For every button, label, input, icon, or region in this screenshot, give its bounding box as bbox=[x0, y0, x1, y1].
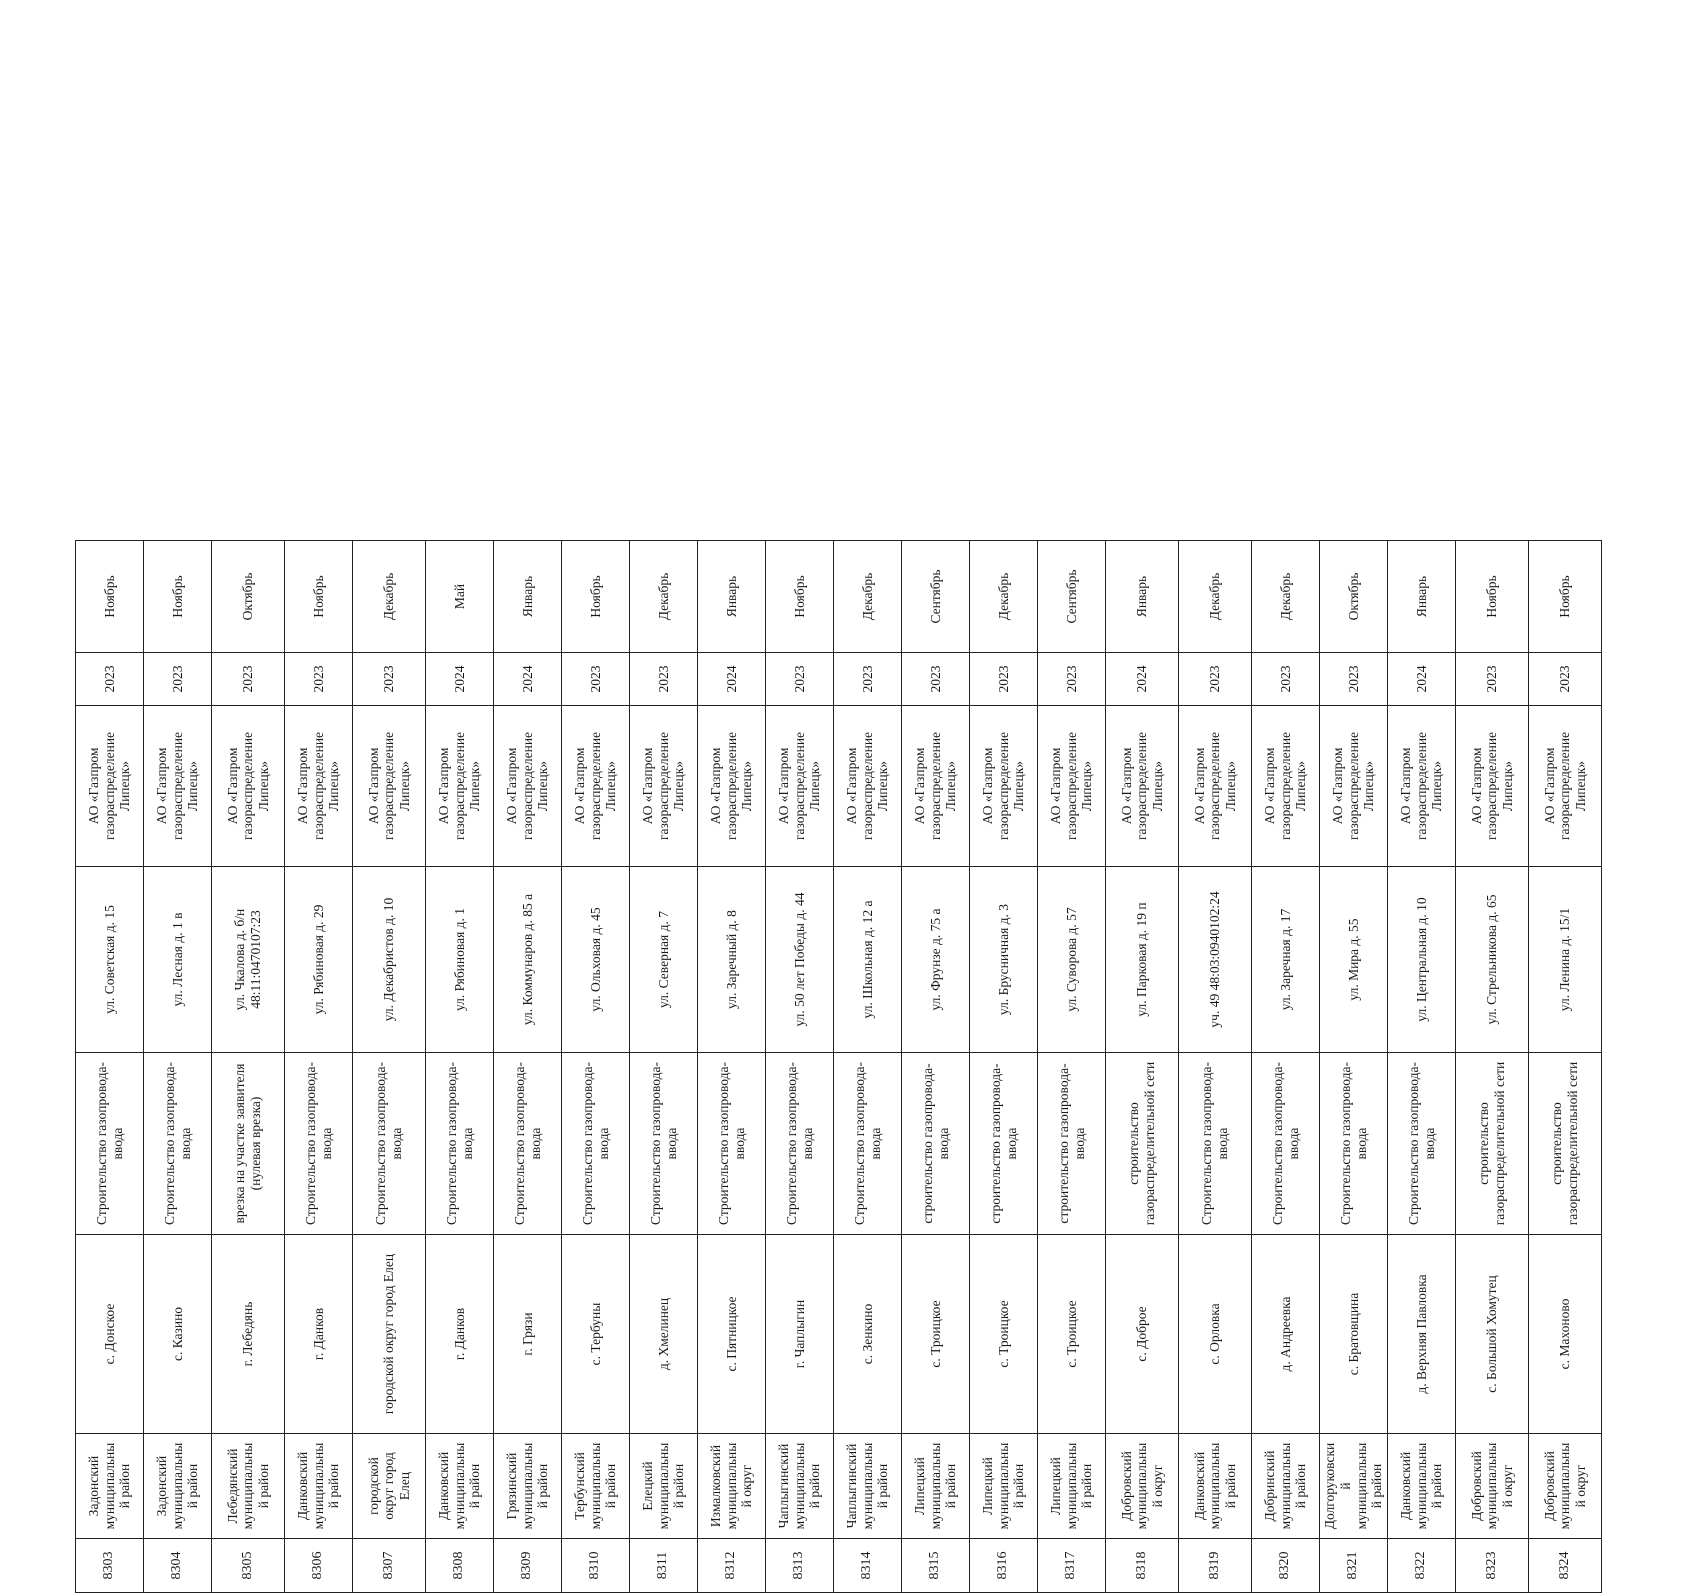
table-row bbox=[144, 541, 212, 1593]
address-cell: ул. Северная д. 7 bbox=[630, 867, 698, 1053]
year-cell: 2023 bbox=[144, 653, 212, 706]
work-type-cell: Строительство газопровода-ввода bbox=[76, 1053, 144, 1235]
municipal-district-cell: Тербунский муниципальный район bbox=[562, 1434, 630, 1539]
locality-cell: с. Тербуны bbox=[562, 1235, 630, 1434]
row-number-cell: 8324 bbox=[1529, 1539, 1602, 1593]
locality-cell: д. Хмелинец bbox=[630, 1235, 698, 1434]
row-number-cell: 8315 bbox=[902, 1539, 970, 1593]
year-cell: 2023 bbox=[562, 653, 630, 706]
gasification-table bbox=[75, 540, 1602, 1593]
municipal-district-cell: Чаплыгинский муниципальный район bbox=[766, 1434, 834, 1539]
locality-cell: г. Чаплыгин bbox=[766, 1235, 834, 1434]
row-number-cell: 8305 bbox=[212, 1539, 285, 1593]
work-type-cell: Строительство газопровода-ввода bbox=[144, 1053, 212, 1235]
row-number-cell: 8311 bbox=[630, 1539, 698, 1593]
row-number-cell: 8322 bbox=[1388, 1539, 1456, 1593]
locality-cell: г. Данков bbox=[426, 1235, 494, 1434]
month-cell: Декабрь bbox=[1252, 541, 1320, 653]
address-cell: ул. Декабристов д. 10 bbox=[353, 867, 426, 1053]
address-cell: ул. Рябиновая д. 1 bbox=[426, 867, 494, 1053]
municipal-district-cell: Добровский муниципальный округ bbox=[1456, 1434, 1529, 1539]
organization-cell: АО «Газпром газораспределение Липецк» bbox=[285, 706, 353, 867]
year-cell: 2023 bbox=[766, 653, 834, 706]
table-row bbox=[1179, 541, 1252, 1593]
address-cell: ул. Парковая д. 19 п bbox=[1106, 867, 1179, 1053]
month-cell: Октябрь bbox=[1320, 541, 1388, 653]
work-type-cell: Строительство газопровода-ввода bbox=[353, 1053, 426, 1235]
work-type-cell: строительство газопровода-ввода bbox=[902, 1053, 970, 1235]
work-type-cell: Строительство газопровода-ввода bbox=[766, 1053, 834, 1235]
locality-cell: с. Троицкое bbox=[970, 1235, 1038, 1434]
organization-cell: АО «Газпром газораспределение Липецк» bbox=[630, 706, 698, 867]
municipal-district-cell: Липецкий муниципальный район bbox=[970, 1434, 1038, 1539]
locality-cell: г. Грязи bbox=[494, 1235, 562, 1434]
address-cell: ул. 50 лет Победы д. 44 bbox=[766, 867, 834, 1053]
month-cell: Ноябрь bbox=[766, 541, 834, 653]
municipal-district-cell: Добровский муниципальный округ bbox=[1106, 1434, 1179, 1539]
work-type-cell: Строительство газопровода-ввода bbox=[1388, 1053, 1456, 1235]
municipal-district-cell: Елецкий муниципальный район bbox=[630, 1434, 698, 1539]
row-number-cell: 8307 bbox=[353, 1539, 426, 1593]
municipal-district-cell: Данковский муниципальный район bbox=[285, 1434, 353, 1539]
month-cell: Ноябрь bbox=[144, 541, 212, 653]
row-number-cell: 8312 bbox=[698, 1539, 766, 1593]
row-number-cell: 8320 bbox=[1252, 1539, 1320, 1593]
municipal-district-cell: Добровский муниципальный округ bbox=[1529, 1434, 1602, 1539]
month-cell: Декабрь bbox=[970, 541, 1038, 653]
year-cell: 2023 bbox=[630, 653, 698, 706]
month-cell: Октябрь bbox=[212, 541, 285, 653]
organization-cell: АО «Газпром газораспределение Липецк» bbox=[76, 706, 144, 867]
organization-cell: АО «Газпром газораспределение Липецк» bbox=[698, 706, 766, 867]
row-number-cell: 8321 bbox=[1320, 1539, 1388, 1593]
municipal-district-cell: Задонский муниципальный район bbox=[76, 1434, 144, 1539]
organization-cell: АО «Газпром газораспределение Липецк» bbox=[562, 706, 630, 867]
address-cell: ул. Заречный д. 8 bbox=[698, 867, 766, 1053]
year-cell: 2024 bbox=[1106, 653, 1179, 706]
year-cell: 2023 bbox=[1456, 653, 1529, 706]
locality-cell: с. Донское bbox=[76, 1235, 144, 1434]
municipal-district-cell: Задонский муниципальный район bbox=[144, 1434, 212, 1539]
address-cell: ул. Рябиновая д. 29 bbox=[285, 867, 353, 1053]
locality-cell: с. Братовщина bbox=[1320, 1235, 1388, 1434]
year-cell: 2023 bbox=[76, 653, 144, 706]
municipal-district-cell: Долгоруковский муниципальный район bbox=[1320, 1434, 1388, 1539]
locality-cell: г. Лебедянь bbox=[212, 1235, 285, 1434]
municipal-district-cell: городской округ город Елец bbox=[353, 1434, 426, 1539]
work-type-cell: Строительство газопровода-ввода bbox=[1252, 1053, 1320, 1235]
address-cell: ул. Центральная д. 10 bbox=[1388, 867, 1456, 1053]
month-cell: Ноябрь bbox=[76, 541, 144, 653]
table-row bbox=[902, 541, 970, 1593]
municipal-district-cell: Добринский муниципальный район bbox=[1252, 1434, 1320, 1539]
table-row bbox=[353, 541, 426, 1593]
year-cell: 2023 bbox=[970, 653, 1038, 706]
work-type-cell: строительство газораспределительной сети bbox=[1106, 1053, 1179, 1235]
locality-cell: с. Казино bbox=[144, 1235, 212, 1434]
month-cell: Декабрь bbox=[1179, 541, 1252, 653]
month-cell: Ноябрь bbox=[285, 541, 353, 653]
table-row bbox=[1388, 541, 1456, 1593]
table-row bbox=[426, 541, 494, 1593]
row-number-cell: 8316 bbox=[970, 1539, 1038, 1593]
locality-cell: с. Доброе bbox=[1106, 1235, 1179, 1434]
table-body bbox=[76, 541, 1602, 1593]
table-row bbox=[1106, 541, 1179, 1593]
table-row bbox=[1320, 541, 1388, 1593]
work-type-cell: Строительство газопровода-ввода bbox=[834, 1053, 902, 1235]
month-cell: Январь bbox=[1106, 541, 1179, 653]
year-cell: 2024 bbox=[1388, 653, 1456, 706]
row-number-cell: 8310 bbox=[562, 1539, 630, 1593]
address-cell: ул. Стрельникова д. 65 bbox=[1456, 867, 1529, 1053]
address-cell: ул. Ленина д. 15/1 bbox=[1529, 867, 1602, 1053]
work-type-cell: строительство газопровода-ввода bbox=[970, 1053, 1038, 1235]
year-cell: 2024 bbox=[426, 653, 494, 706]
address-cell: ул. Брусничная д. 3 bbox=[970, 867, 1038, 1053]
row-number-cell: 8323 bbox=[1456, 1539, 1529, 1593]
address-cell: ул. Школьная д. 12 а bbox=[834, 867, 902, 1053]
organization-cell: АО «Газпром газораспределение Липецк» bbox=[1456, 706, 1529, 867]
table-row bbox=[766, 541, 834, 1593]
month-cell: Ноябрь bbox=[562, 541, 630, 653]
year-cell: 2023 bbox=[1179, 653, 1252, 706]
table-row bbox=[834, 541, 902, 1593]
organization-cell: АО «Газпром газораспределение Липецк» bbox=[1529, 706, 1602, 867]
municipal-district-cell: Чаплыгинский муниципальный район bbox=[834, 1434, 902, 1539]
work-type-cell: Строительство газопровода-ввода bbox=[1320, 1053, 1388, 1235]
organization-cell: АО «Газпром газораспределение Липецк» bbox=[212, 706, 285, 867]
municipal-district-cell: Данковский муниципальный район bbox=[1388, 1434, 1456, 1539]
row-number-cell: 8314 bbox=[834, 1539, 902, 1593]
organization-cell: АО «Газпром газораспределение Липецк» bbox=[1320, 706, 1388, 867]
address-cell: ул. Советская д. 15 bbox=[76, 867, 144, 1053]
table-row bbox=[1529, 541, 1602, 1593]
work-type-cell: строительство газораспределительной сети bbox=[1529, 1053, 1602, 1235]
row-number-cell: 8303 bbox=[76, 1539, 144, 1593]
month-cell: Декабрь bbox=[834, 541, 902, 653]
locality-cell: с. Троицкое bbox=[1038, 1235, 1106, 1434]
municipal-district-cell: Грязинский муниципальный район bbox=[494, 1434, 562, 1539]
address-cell: ул. Коммунаров д. 85 а bbox=[494, 867, 562, 1053]
locality-cell: с. Пятницкое bbox=[698, 1235, 766, 1434]
locality-cell: г. Данков bbox=[285, 1235, 353, 1434]
year-cell: 2023 bbox=[353, 653, 426, 706]
work-type-cell: Строительство газопровода-ввода bbox=[285, 1053, 353, 1235]
month-cell: Декабрь bbox=[630, 541, 698, 653]
table-row bbox=[698, 541, 766, 1593]
table-row bbox=[1038, 541, 1106, 1593]
organization-cell: АО «Газпром газораспределение Липецк» bbox=[766, 706, 834, 867]
row-number-cell: 8313 bbox=[766, 1539, 834, 1593]
organization-cell: АО «Газпром газораспределение Липецк» bbox=[1252, 706, 1320, 867]
municipal-district-cell: Лебедянский муниципальный район bbox=[212, 1434, 285, 1539]
row-number-cell: 8318 bbox=[1106, 1539, 1179, 1593]
rotated-table-container bbox=[75, 541, 1598, 1593]
month-cell: Май bbox=[426, 541, 494, 653]
table-row bbox=[562, 541, 630, 1593]
organization-cell: АО «Газпром газораспределение Липецк» bbox=[426, 706, 494, 867]
work-type-cell: строительство газораспределительной сети bbox=[1456, 1053, 1529, 1235]
work-type-cell: Строительство газопровода-ввода bbox=[562, 1053, 630, 1235]
work-type-cell: Строительство газопровода-ввода bbox=[630, 1053, 698, 1235]
year-cell: 2023 bbox=[902, 653, 970, 706]
month-cell: Январь bbox=[1388, 541, 1456, 653]
locality-cell: с. Троицкое bbox=[902, 1235, 970, 1434]
locality-cell: с. Махоново bbox=[1529, 1235, 1602, 1434]
address-cell: уч. 49 48:03:0940102:24 bbox=[1179, 867, 1252, 1053]
address-cell: ул. Ольховая д. 45 bbox=[562, 867, 630, 1053]
address-cell: ул. Заречная д. 17 bbox=[1252, 867, 1320, 1053]
organization-cell: АО «Газпром газораспределение Липецк» bbox=[494, 706, 562, 867]
month-cell: Сентябрь bbox=[1038, 541, 1106, 653]
address-cell: ул. Чкалова д. б/н 48:11:0470107:23 bbox=[212, 867, 285, 1053]
address-cell: ул. Мира д. 55 bbox=[1320, 867, 1388, 1053]
address-cell: ул. Лесная д. 1 в bbox=[144, 867, 212, 1053]
year-cell: 2023 bbox=[834, 653, 902, 706]
row-number-cell: 8309 bbox=[494, 1539, 562, 1593]
organization-cell: АО «Газпром газораспределение Липецк» bbox=[1038, 706, 1106, 867]
organization-cell: АО «Газпром газораспределение Липецк» bbox=[1388, 706, 1456, 867]
row-number-cell: 8317 bbox=[1038, 1539, 1106, 1593]
table-row bbox=[1456, 541, 1529, 1593]
table-row bbox=[970, 541, 1038, 1593]
year-cell: 2023 bbox=[1038, 653, 1106, 706]
table-row bbox=[630, 541, 698, 1593]
month-cell: Ноябрь bbox=[1529, 541, 1602, 653]
organization-cell: АО «Газпром газораспределение Липецк» bbox=[353, 706, 426, 867]
row-number-cell: 8304 bbox=[144, 1539, 212, 1593]
locality-cell: с. Большой Хомутец bbox=[1456, 1235, 1529, 1434]
work-type-cell: строительство газопровода-ввода bbox=[1038, 1053, 1106, 1235]
locality-cell: с. Орловка bbox=[1179, 1235, 1252, 1434]
work-type-cell: врезка на участке заявителя (нулевая врезка) bbox=[212, 1053, 285, 1235]
year-cell: 2023 bbox=[1320, 653, 1388, 706]
year-cell: 2024 bbox=[494, 653, 562, 706]
table-row bbox=[212, 541, 285, 1593]
locality-cell: д. Андреевка bbox=[1252, 1235, 1320, 1434]
month-cell: Декабрь bbox=[353, 541, 426, 653]
table-row bbox=[1252, 541, 1320, 1593]
month-cell: Январь bbox=[494, 541, 562, 653]
table-row bbox=[76, 541, 144, 1593]
table-row bbox=[494, 541, 562, 1593]
locality-cell: городской округ город Елец bbox=[353, 1235, 426, 1434]
organization-cell: АО «Газпром газораспределение Липецк» bbox=[1179, 706, 1252, 867]
municipal-district-cell: Данковский муниципальный район bbox=[1179, 1434, 1252, 1539]
address-cell: ул. Фрунзе д. 75 а bbox=[902, 867, 970, 1053]
row-number-cell: 8306 bbox=[285, 1539, 353, 1593]
work-type-cell: Строительство газопровода-ввода bbox=[494, 1053, 562, 1235]
work-type-cell: Строительство газопровода-ввода bbox=[426, 1053, 494, 1235]
organization-cell: АО «Газпром газораспределение Липецк» bbox=[834, 706, 902, 867]
month-cell: Сентябрь bbox=[902, 541, 970, 653]
work-type-cell: Строительство газопровода-ввода bbox=[698, 1053, 766, 1235]
year-cell: 2024 bbox=[698, 653, 766, 706]
month-cell: Январь bbox=[698, 541, 766, 653]
address-cell: ул. Суворова д. 57 bbox=[1038, 867, 1106, 1053]
month-cell: Ноябрь bbox=[1456, 541, 1529, 653]
table-row bbox=[285, 541, 353, 1593]
locality-cell: д. Верхняя Павловка bbox=[1388, 1235, 1456, 1434]
municipal-district-cell: Липецкий муниципальный район bbox=[1038, 1434, 1106, 1539]
municipal-district-cell: Данковский муниципальный район bbox=[426, 1434, 494, 1539]
row-number-cell: 8319 bbox=[1179, 1539, 1252, 1593]
table-frame bbox=[75, 70, 1598, 1580]
municipal-district-cell: Измалковский муниципальный округ bbox=[698, 1434, 766, 1539]
year-cell: 2023 bbox=[1529, 653, 1602, 706]
locality-cell: с. Зенкино bbox=[834, 1235, 902, 1434]
year-cell: 2023 bbox=[285, 653, 353, 706]
organization-cell: АО «Газпром газораспределение Липецк» bbox=[1106, 706, 1179, 867]
organization-cell: АО «Газпром газораспределение Липецк» bbox=[902, 706, 970, 867]
year-cell: 2023 bbox=[1252, 653, 1320, 706]
organization-cell: АО «Газпром газораспределение Липецк» bbox=[144, 706, 212, 867]
row-number-cell: 8308 bbox=[426, 1539, 494, 1593]
organization-cell: АО «Газпром газораспределение Липецк» bbox=[970, 706, 1038, 867]
work-type-cell: Строительство газопровода-ввода bbox=[1179, 1053, 1252, 1235]
municipal-district-cell: Липецкий муниципальный район bbox=[902, 1434, 970, 1539]
year-cell: 2023 bbox=[212, 653, 285, 706]
